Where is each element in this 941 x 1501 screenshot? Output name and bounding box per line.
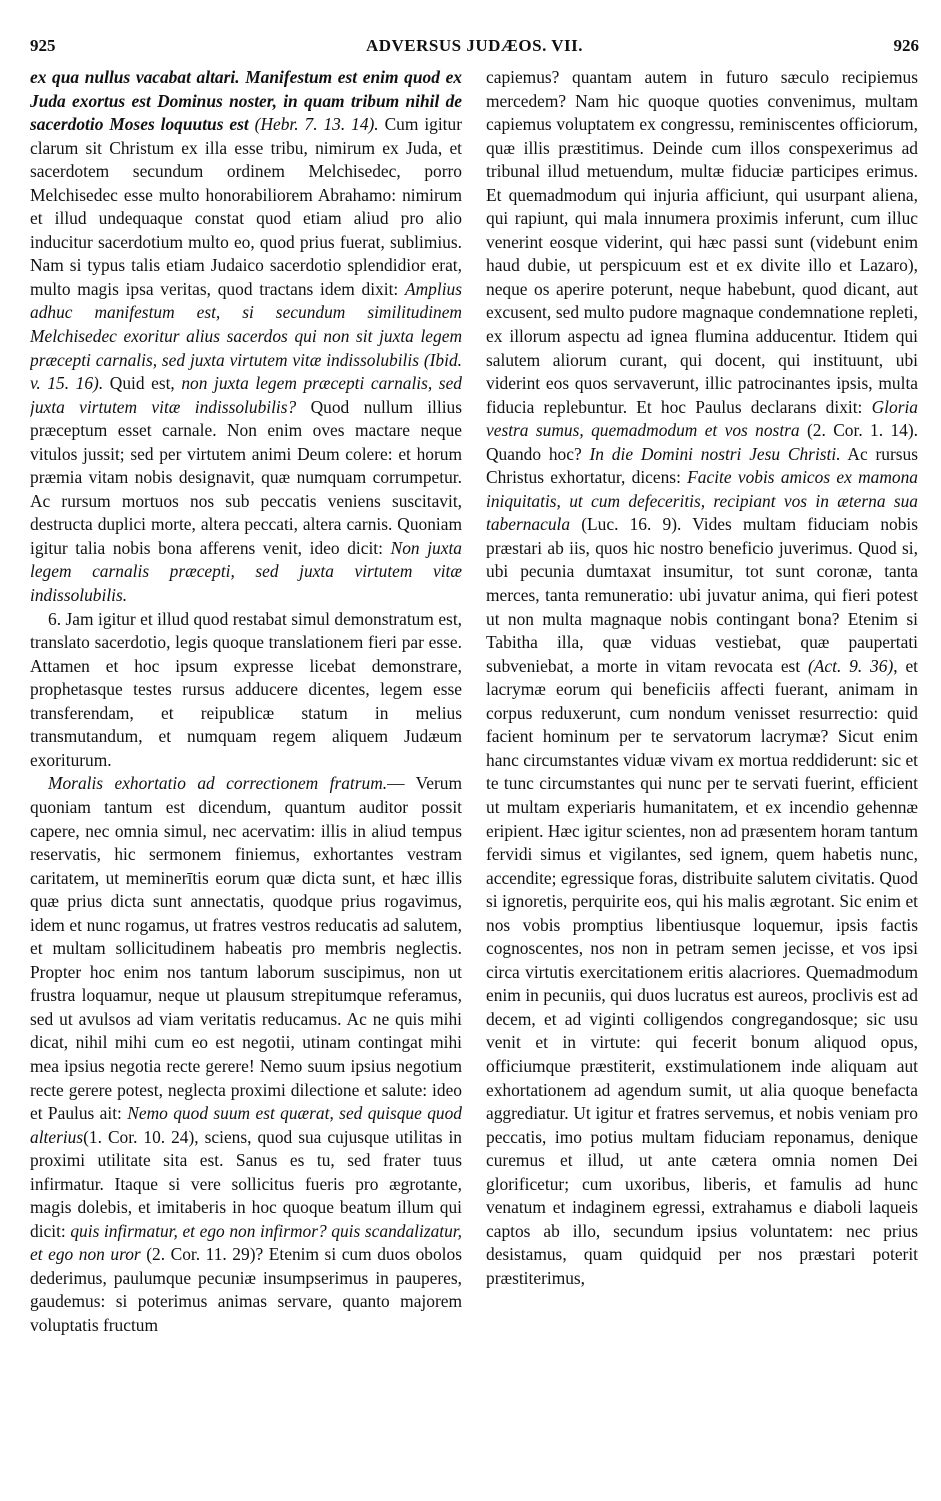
body-text: Ac rursus Christus exhortatur, dicens: xyxy=(486,443,918,488)
citation: (Act. 9. 36) xyxy=(808,655,894,676)
running-title: ADVERSUS JUDÆOS. VII. xyxy=(365,36,584,55)
paragraph xyxy=(30,66,462,608)
citation: (Hebr. 7. 13. 14). xyxy=(248,114,385,135)
quotation: Amplius adhuc manifestum est, si secundum similitudinem Melchisedec exoritur alius sacerdos qui non sit juxta legem præcepti carnalis, sed juxta virtutem vitæ indissolubilis xyxy=(30,278,462,370)
body-text: Cum igitur clarum sit Christum ex illa esse tribu, nimirum ex Juda, et sacerdotem secundum ordinem Melchisedec, porro Melchisedec esse multo honorabiliorem Abrahamo: nimirum et illud undequaque constat quod etiam aliud pro alio inducitur sacerdotium multo eo, quod prius fuerat, sublimius. Nam si typus talis etiam Judaico sacerdotio splendidior erat, multo magis ipsa veritas, quod tractans idem dixit: xyxy=(30,114,462,299)
paragraph xyxy=(486,66,918,1290)
quotation: Nemo quod suum est quærat, sed quisque quod alterius xyxy=(30,1103,462,1147)
page-number-right: 926 xyxy=(893,36,919,55)
text-columns xyxy=(30,66,918,1491)
quotation: quis infirmatur, et ego non infirmor? quis scandalizatur, et ego non uror xyxy=(30,1220,462,1265)
body-text: Vides multam fiduciam nobis præstari ab iis, quos hic nostro beneficio juverimus. Quod si, ubi pecunia dumtaxat insumitur, tot sunt coronæ, tanta merces, tanta remuneratio: ubi juvatur anima, qui fieri potest ut non multa magnaque nobis contingant bona? Etenim si Tabitha illa, quæ viduas vestiebat, quæ paupertati subveniebat, a morte in vitam revocata est xyxy=(486,514,918,676)
paragraph xyxy=(30,608,462,773)
citation: (Ibid. v. 15. 16). xyxy=(30,349,462,394)
left-column xyxy=(30,66,462,1491)
right-column xyxy=(486,66,918,1491)
quotation: Non juxta legem carnalis præcepti, sed juxta virtutem vitæ indissolubilis. xyxy=(30,537,462,606)
quotation: Gloria vestra sumus, quemadmodum et vos nostra xyxy=(486,396,918,441)
quotation: Facite vobis amicos ex mamona iniquitatis, ut cum defeceritis, recipiant vos in æterna sua tabernacula xyxy=(486,467,918,535)
body-text: 6. Jam igitur et illud quod restabat simul demonstratum est, translato sacerdotio, legis quoque translationem fieri par esse. Attamen et hoc ipsum expresse licebat demonstrare, prophetasque testes rursus adducere dicentes, legem esse transferendam, et reipublicæ statum in melius transmutandum, et numquam regem aliquem Judæum exoriturum. xyxy=(30,608,462,770)
page-number-left: 925 xyxy=(30,36,56,55)
body-text: Etenim si cum duos obolos dederimus, paulumque pecuniæ insumpserimus in pauperes, gaudemus: si poterimus animas servare, quanto majorem voluptatis fructum xyxy=(30,1244,462,1335)
body-text: Quando hoc? xyxy=(486,443,590,464)
body-text: , et lacrymæ eorum qui beneficiis affecti fuerant, animam in corpus reduxerunt, cum nondum venisset resurrectio: quid facient hominum per te servatorum lacrymæ? Sicut enim hanc circumstantes viduæ vivam ex mortua reddiderunt: sic et te tunc circumstantes qui nunc per te servati fuerint, efficient ut multam experiaris humanitatem, et ex incendio gehennæ eripient. Hæc igitur scientes, non ad præsentem horam tantum fervidi simus et vigilantes, sed ignem, quem habetis nunc, accendite; egressique foras, distribuite salutem civitatis. Quod si ignoretis, perquirite eos, qui his malis ægrotant. Sic enim et nos vobis promptius libentiusque loquemur, ipsis factis cognoscentes, nos non in petram semen jecisse, et vos ipsi circa virtutis exercitationem eritis alacriores. Quemadmodum enim in pecuniis, qui duos lucratus est aureos, proclivis est ad decem, et ad viginti colligendos congregandosque; sic usu venit et in virtute: qui fecerit bonum aliquod opus, officiumque præstiterit, exstimulationem inde aliquam aut exhortationem ad agendum sumit, ut alia quoque benefacta aggrediatur. Ut igitur et fratres servemus, et nobis veniam pro peccatis, imo potius multam fiduciam reponamus, denique curemus et illud, ut ante cætera omnia nomen Dei glorificetur; cum uxoribus, liberis, et famulis ad hunc venatum et indaginem egressi, extrahamus e diaboli laqueis captos ab illo, secundum ipsius voluntatem: nec prius desistamus, quam quidquid per nos præstari poterit præstiterimus, xyxy=(486,655,918,1288)
quotation: ex qua nullus vacabat altari. Manifestum est enim quod ex Juda exortus est Dominus noster, in quam tribum nihil de sacerdotio Moses loquutus est xyxy=(30,67,462,135)
running-header xyxy=(30,36,919,62)
citation: (1. Cor. 10. 24), xyxy=(83,1126,205,1147)
quotation: non juxta legem præcepti carnalis, sed juxta virtutem vitæ indissolubilis? xyxy=(30,373,462,417)
body-text: Quid est, xyxy=(109,373,182,394)
quotation: In die Domini nostri Jesu Christi. xyxy=(589,443,841,464)
body-text: Quod nullum illius præceptum esset carnale. Non enim oves mactare neque vitulos jussit; sed per virtutem animi Deum colere: et horum præmia vitam nobis designavit, quæ numquam corrumpetur. Ac rursum mortuos nos sub peccatis veniens suscitavit, destructa duplici morte, altera peccati, altera carnis. Quoniam igitur talia nobis bona afferens venit, ideo dicit: xyxy=(30,396,462,558)
paragraph xyxy=(30,772,462,1337)
body-text: — Verum quoniam tantum est dicendum, quantum auditor possit capere, nec omnia simul, nec acervatim: illis in aliud tempus reservatis, hic sermonem finiemus, exhortantes vestram caritatem, ut meminerītis eorum quæ dicta sunt, et hæc illis quæ prius dicta sunt annectatis, quodque prius rogavimus, idem et nunc rogamus, ut fratres vestros reducatis ad salutem, et multam sollicitudinem habeatis pro membris neglectis. Propter hoc enim nos tantum laborum suscipimus, non ut frustra loquamur, neque ut plausum strepitumque referamus, sed ut avulsos ad viam veritatis reducamus. Ac ne quis mihi dicat, nihil mihi cum eo est negotii, utinam contingat mihi mea ipsius negotia recte gerere! Nemo suum ipsius negotium recte gerere potest, neglecta proximi dilectione et salute: ideo et Paulus ait: xyxy=(30,773,462,1124)
citation: (2. Cor. 1. 14). xyxy=(799,420,918,441)
citation: (2. Cor. 11. 29)? xyxy=(140,1244,269,1265)
body-text: capiemus? quantam autem in futuro sæculo recipiemus mercedem? Nam hic quoque quoties convenimus, multam capiemus voluptatem ex congressu, reminiscentes officiorum, quæ illis præstitimus. Deinde cum illos conspexerimus ad tribunal illud metuendum, multæ fiduciæ participes erimus. Et quemadmodum qui injuria afficiunt, qui usurpant aliena, qui rapiunt, qui mala innumera proximis inferunt, cum illuc venerint eosque viderint, qui hæc passi sunt (videbunt enim haud dubie, ut perspicuum est et ex divite illo et Lazaro), neque os aperire poterunt, neque habebunt, quod dicant, aut excusent, sed multo pudore magnaque condemnatione repleti, ex illorum aspectu ad ignea flumina adducentur. Itidem qui salutem aliorum curant, qui docent, qui instituunt, ubi viderint eos quos servaverunt, illic patrocinantes ipsis, multa fiducia replebuntur. Et hoc Paulus declarans dixit: xyxy=(486,67,918,417)
body-text: sciens, quod sua cujusque utilitas in proximi utilitate sita est. Sanus es tu, sed frater tuus infirmatur. Itaque si vere sollicitus fueris pro ægrotante, magis dolebis, et imitaberis in hoc quoque beatum illum qui dicit: xyxy=(30,1126,462,1241)
section-heading: Moralis exhortatio ad correctionem fratrum. xyxy=(48,773,388,794)
citation: (Luc. 16. 9). xyxy=(570,514,693,535)
